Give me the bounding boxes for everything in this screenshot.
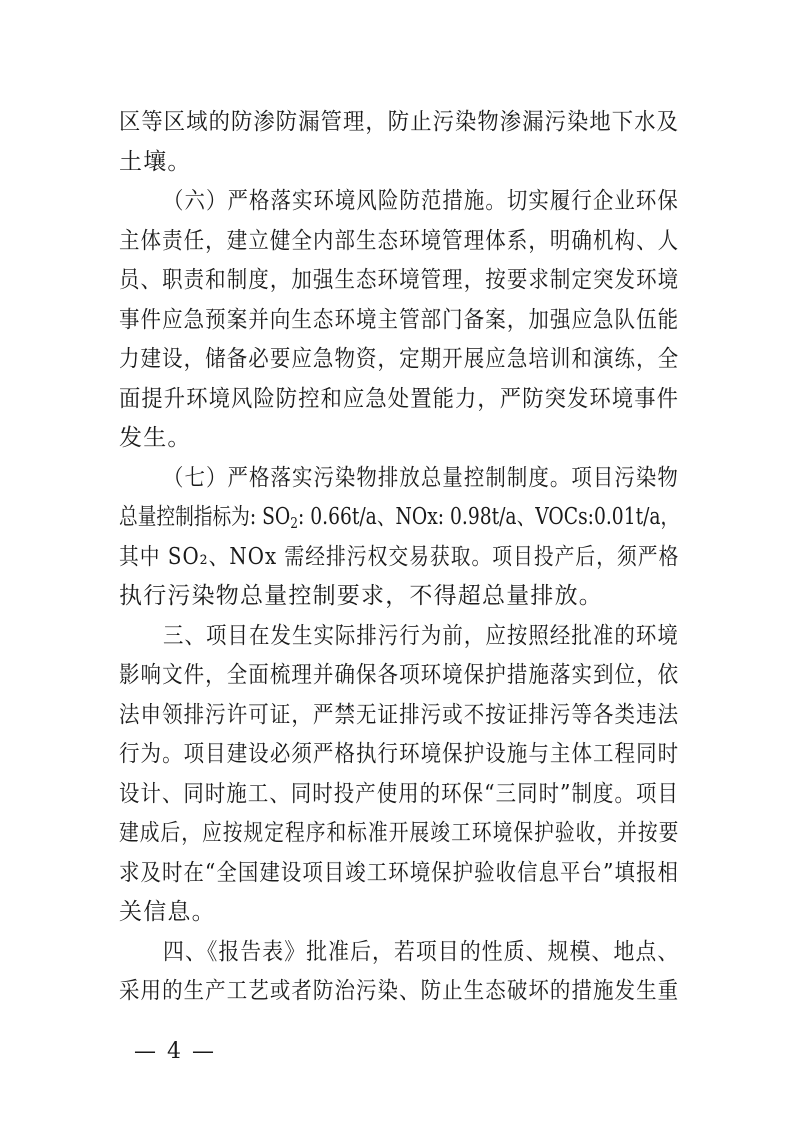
body-text-line: 事件应急预案并向生态环境主管部门备案，加强应急队伍能 bbox=[119, 307, 680, 333]
body-text-line: 求及时在“全国建设项目竣工环境保护验收信息平台”填报相 bbox=[119, 860, 679, 886]
quota-suffix: : 0.66t/a、NOx: 0.98t/a、VOCs:0.01t/a， bbox=[298, 504, 680, 530]
section-6-heading-line: （六）严格落实环境风险防范措施。切实履行企业环保 bbox=[163, 188, 679, 214]
body-text-line: 土壤。 bbox=[119, 149, 192, 175]
emission-quota-line bbox=[119, 497, 680, 537]
quota-prefix: 总量控制指标为: SO bbox=[119, 504, 291, 530]
body-text-line: 发生。 bbox=[119, 425, 192, 451]
page-number: — 4 — bbox=[134, 1039, 216, 1064]
body-text-line: 员、职责和制度，加强生态环境管理，按要求制定突发环境 bbox=[119, 267, 680, 293]
body-text-line: 主体责任，建立健全内部生态环境管理体系，明确机构、人 bbox=[119, 228, 680, 254]
body-text-line: 执行污染物总量控制要求，不得超总量排放。 bbox=[119, 583, 603, 609]
section-4-heading-line: 四、《报告表》批准后，若项目的性质、规模、地点、 bbox=[163, 939, 680, 965]
quota-subscript: 2 bbox=[290, 514, 299, 532]
body-text-line: 设计、同时施工、同时投产使用的环保“三同时”制度。项目 bbox=[119, 781, 679, 807]
body-text-line: 影响文件，全面梳理并确保各项环境保护措施落实到位，依 bbox=[119, 662, 680, 688]
section-3-heading-line: 三、项目在发生实际排污行为前，应按照经批准的环境 bbox=[163, 623, 679, 649]
section-7-heading-line: （七）严格落实污染物排放总量控制制度。项目污染物 bbox=[163, 465, 679, 491]
body-text-line: 区等区域的防渗防漏管理，防止污染物渗漏污染地下水及 bbox=[119, 109, 679, 135]
body-text-line: 采用的生产工艺或者防治污染、防止生态破坏的措施发生重 bbox=[119, 978, 680, 1004]
body-text-line: 其中 SO₂、NOx 需经排污权交易获取。项目投产后，须严格 bbox=[119, 544, 680, 570]
body-text-line: 关信息。 bbox=[119, 899, 216, 925]
body-text-line: 行为。项目建设必须严格执行环境保护设施与主体工程同时 bbox=[119, 741, 680, 767]
body-text-line: 面提升环境风险防控和应急处置能力，严防突发环境事件 bbox=[119, 386, 679, 412]
body-text-line: 力建设，储备必要应急物资，定期开展应急培训和演练，全 bbox=[119, 346, 680, 372]
body-text-line: 法申领排污许可证，严禁无证排污或不按证排污等各类违法 bbox=[119, 702, 680, 728]
body-text-line: 建成后，应按规定程序和标准开展竣工环境保护验收，并按要 bbox=[119, 820, 680, 846]
